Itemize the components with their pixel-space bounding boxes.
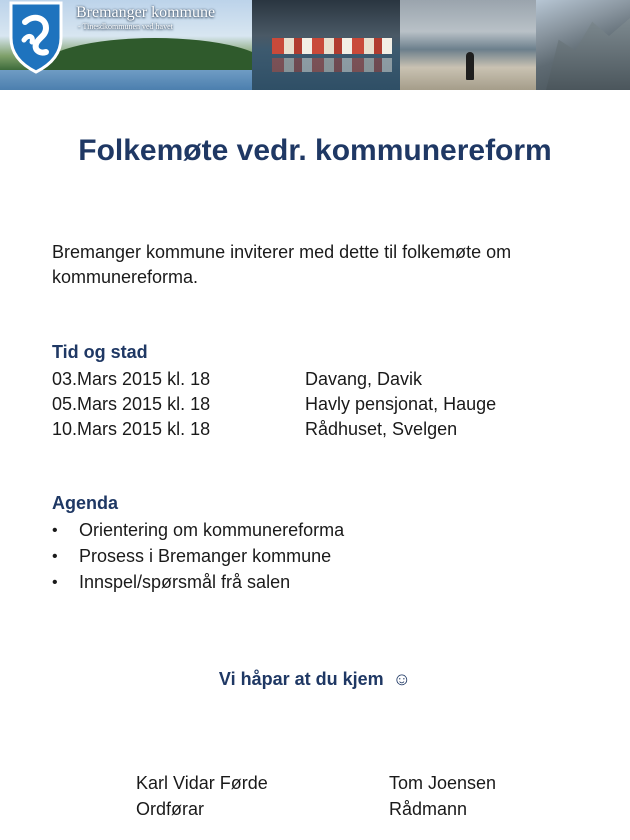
signature-role: Rådmann: [389, 799, 468, 819]
mountain-cliff-photo: [536, 0, 630, 90]
schedule-row: [52, 392, 572, 417]
brand-tagline: - Tinesdkommunen ved havet: [78, 22, 173, 31]
schedule-date: 05.Mars 2015 kl. 18: [52, 394, 211, 414]
page-title: Folkemøte vedr. kommunereform: [78, 134, 552, 167]
agenda-heading: Agenda: [52, 493, 119, 513]
brand-block: [76, 4, 215, 32]
agenda-item-text: Orientering om kommunereforma: [79, 520, 345, 540]
schedule-date: 10.Mars 2015 kl. 18: [52, 419, 211, 439]
signature-name: Tom Joensen: [389, 773, 497, 793]
signature-mayor: [136, 770, 268, 822]
agenda-list: [52, 518, 344, 596]
schedule-place: Havly pensjonat, Hauge: [305, 394, 497, 414]
signature-chief-executive: [389, 770, 496, 822]
signature-role: Ordførar: [136, 799, 205, 819]
closing-line: [0, 669, 630, 690]
intro-paragraph: Bremanger kommune inviterer med dette til folkemøte om kommunereforma.: [52, 242, 512, 287]
schedule-place: Rådhuset, Svelgen: [305, 419, 458, 439]
schedule-date: 03.Mars 2015 kl. 18: [52, 369, 211, 389]
schedule-place: Davang, Davik: [305, 369, 423, 389]
agenda-item-text: Innspel/spørsmål frå salen: [79, 572, 291, 592]
brand-name: Bremanger kommune: [76, 4, 216, 21]
beach-person-photo: [400, 0, 536, 90]
agenda-item: [52, 544, 344, 570]
header-banner: [0, 0, 630, 90]
bullet-icon: •: [52, 522, 58, 539]
bullet-icon: •: [52, 574, 58, 591]
schedule-heading: Tid og stad: [52, 342, 148, 362]
signature-name: Karl Vidar Førde: [136, 773, 268, 793]
schedule-row: [52, 367, 572, 392]
harbour-village-photo: [252, 0, 400, 90]
bullet-icon: •: [52, 548, 58, 565]
smiley-icon: ☺: [392, 669, 412, 689]
municipal-crest-icon: [8, 0, 64, 74]
closing-text: Vi håpar at du kjem: [218, 669, 384, 689]
agenda-item: [52, 570, 344, 596]
schedule-list: [52, 367, 572, 442]
agenda-item: [52, 518, 344, 544]
agenda-item-text: Prosess i Bremanger kommune: [79, 546, 332, 566]
schedule-row: [52, 417, 572, 442]
